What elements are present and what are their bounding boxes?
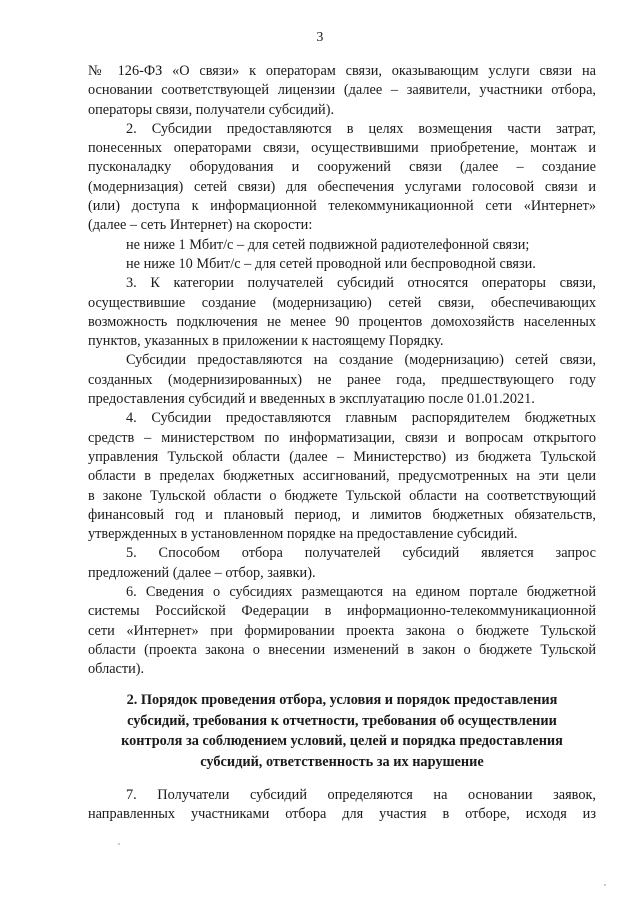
text-line: не ниже 10 Мбит/с – для сетей проводной или беспроводной связи. — [126, 255, 536, 272]
text-line: возможность подключения не менее 90 процентов домохозяйств населенных — [88, 313, 596, 330]
page-number: 3 — [316, 30, 324, 45]
text-line: 4. Субсидии предоставляются главным распорядителем бюджетных — [126, 410, 596, 427]
text-line: системы Российской Федерации в информационно-телекоммуникационной — [88, 603, 596, 620]
text-line: осуществившие создание (модернизацию) сетей связи, обеспечивающих — [88, 294, 596, 311]
text-line: (далее – сеть Интернет) на скорости: — [88, 217, 313, 234]
tail-paragraph — [88, 786, 596, 825]
text-line: 2. Субсидии предоставляются в целях возмещения части затрат, — [126, 120, 596, 137]
text-line: основании соответствующей лицензии (далее – заявители, участники отбора, — [88, 82, 596, 99]
text-line: пунктов, указанных в приложении к настоящему Порядку. — [88, 333, 444, 350]
text-line: (модернизация) сетей связи) для обеспечения услугами голосовой связи и — [88, 178, 596, 195]
text-line: 7. Получатели субсидий определяются на основании заявок, — [126, 787, 596, 803]
scan-speck — [118, 843, 120, 845]
text-line: операторы связи, получатели субсидий). — [88, 101, 335, 118]
text-line: направленных участниками отбора для участия в отборе, исходя из — [88, 806, 596, 823]
text-line: Субсидии предоставляются на создание (модернизацию) сетей связи, — [126, 352, 596, 369]
text-line: не ниже 1 Мбит/с – для сетей подвижной радиотелефонной связи; — [126, 236, 530, 253]
text-line: созданных (модернизированных) не ранее года, предшествующего году — [88, 371, 596, 388]
text-line: области в пределах бюджетных ассигнований, предусмотренных на эти цели — [88, 468, 596, 485]
text-line: финансовый год и плановый период, и лимитов бюджетных обязательств, — [88, 506, 596, 523]
text-line: предложений (далее – отбор, заявки). — [88, 564, 316, 581]
section-heading — [88, 690, 596, 772]
scan-speck — [604, 884, 606, 886]
text-line: предоставления субсидий и введенных в эксплуатацию после 01.01.2021. — [88, 391, 535, 408]
text-line: средств – министерством по информатизации, связи и вопросам открытого — [88, 429, 596, 446]
text-line: № 126-ФЗ «О связи» к операторам связи, оказывающим услуги связи на — [88, 63, 596, 79]
heading-line: 2. Порядок проведения отбора, условия и порядок предоставления — [126, 692, 558, 708]
text-line: 6. Сведения о субсидиях размещаются на едином портале бюджетной — [126, 584, 596, 601]
text-line: 5. Способом отбора получателей субсидий является запрос — [126, 545, 596, 562]
text-line: области (проекта закона о внесении изменений в закон о бюджете Тульской — [88, 641, 596, 658]
heading-line: субсидий, требования к отчетности, требования об осуществлении — [127, 712, 557, 729]
text-line: (или) доступа к информационной телекоммуникационной сети «Интернет» — [88, 198, 596, 215]
heading-line: контроля за соблюдением условий, целей и порядка предоставления — [121, 733, 563, 749]
text-line: утвержденных в установленном порядке на предоставление субсидий. — [88, 526, 518, 543]
heading-line: субсидий, ответственность за их нарушение — [200, 753, 484, 770]
text-line: в законе Тульской области о бюджете Тульской области на соответствующий — [88, 487, 596, 504]
text-line: сети «Интернет» при формировании проекта закона о бюджете Тульской — [88, 622, 596, 639]
text-line: понесенных операторами связи, осуществившими приобретение, монтаж и — [88, 140, 596, 157]
text-line: управления Тульской области (далее – Министерство) из бюджета Тульской — [88, 448, 596, 465]
text-line: пусконаладку оборудования и сооружений связи (далее – создание — [88, 159, 596, 176]
text-line: 3. К категории получателей субсидий относятся операторы связи, — [126, 275, 596, 292]
text-line: области). — [88, 661, 145, 678]
body-text — [88, 62, 596, 680]
